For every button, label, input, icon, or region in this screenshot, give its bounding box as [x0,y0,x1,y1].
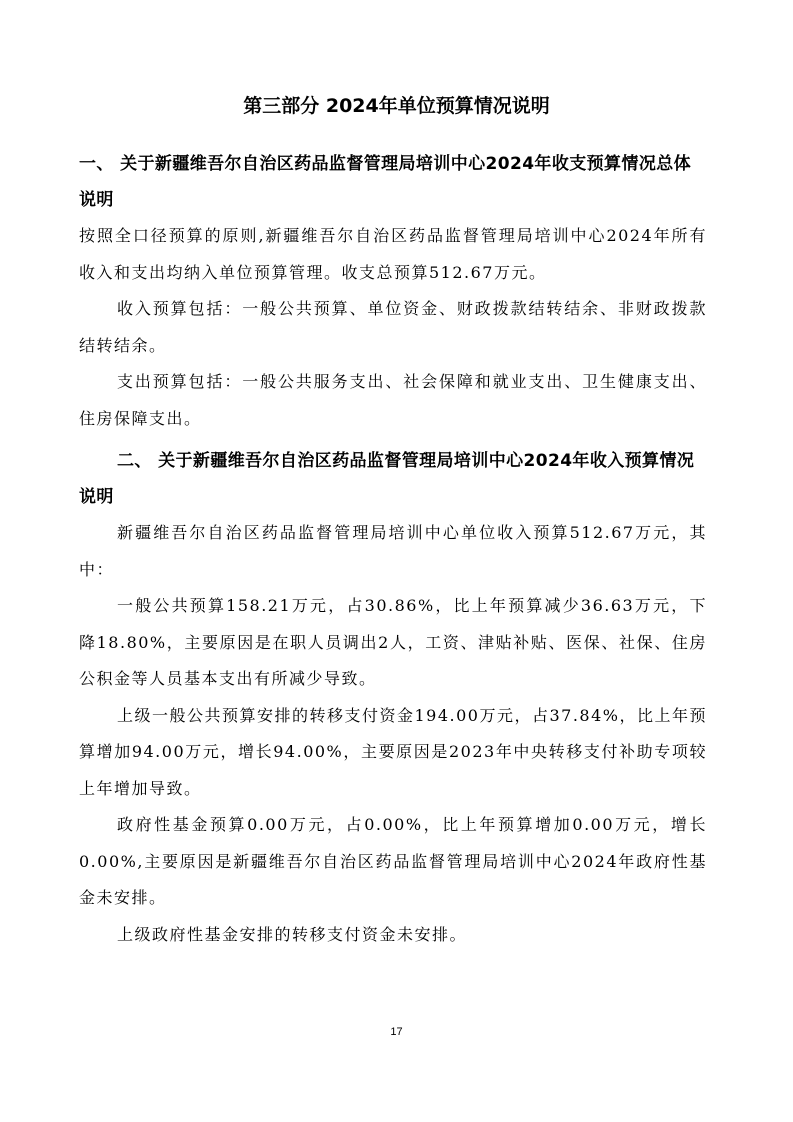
paragraph-1-2: 收入预算包括：一般公共预算、单位资金、财政拨款结转结余、非财政拨款结转结余。 [79,299,707,355]
section-2-heading [79,443,707,515]
paragraph-2-4: 政府性基金预算0.00万元，占0.00%，比上年预算增加0.00万元，增长0.00%,主要原因是新疆维吾尔自治区药品监督管理局培训中心2024年政府性基金未安排。 [79,815,707,907]
section-1-heading-text: 一、 关于新疆维吾尔自治区药品监督管理局培训中心2024年收支预算情况总体说明 [79,154,692,210]
page-title: 第三部分 2024年单位预算情况说明 [243,95,550,117]
paragraph-2-1: 新疆维吾尔自治区药品监督管理局培训中心单位收入预算512.67万元，其中： [79,523,707,579]
section-1-body [79,218,707,437]
paragraph-2-2: 一般公共预算158.21万元，占30.86%，比上年预算减少36.63万元，下降18.80%，主要原因是在职人员调出2人，工资、津贴补贴、医保、社保、住房公积金等人员基本支出有所减少导致。 [79,596,707,688]
paragraph-1-3: 支出预算包括：一般公共服务支出、社会保障和就业支出、卫生健康支出、住房保障支出。 [79,372,707,428]
section-2-body [79,515,707,953]
section-2-heading-text: 二、 关于新疆维吾尔自治区药品监督管理局培训中心2024年收入预算情况说明 [79,451,695,507]
paragraph-2-5: 上级政府性基金安排的转移支付资金未安排。 [117,924,468,944]
paragraph-1-1: 按照全口径预算的原则,新疆维吾尔自治区药品监督管理局培训中心2024年所有收入和支出均纳入单位预算管理。收支总预算512.67万元。 [79,226,707,282]
section-1-heading [79,146,707,218]
paragraph-2-3: 上级一般公共预算安排的转移支付资金194.00万元，占37.84%，比上年预算增加94.00万元，增长94.00%，主要原因是2023年中央转移支付补助专项较上年增加导致。 [79,705,707,798]
page-number: 17 [390,1026,403,1038]
